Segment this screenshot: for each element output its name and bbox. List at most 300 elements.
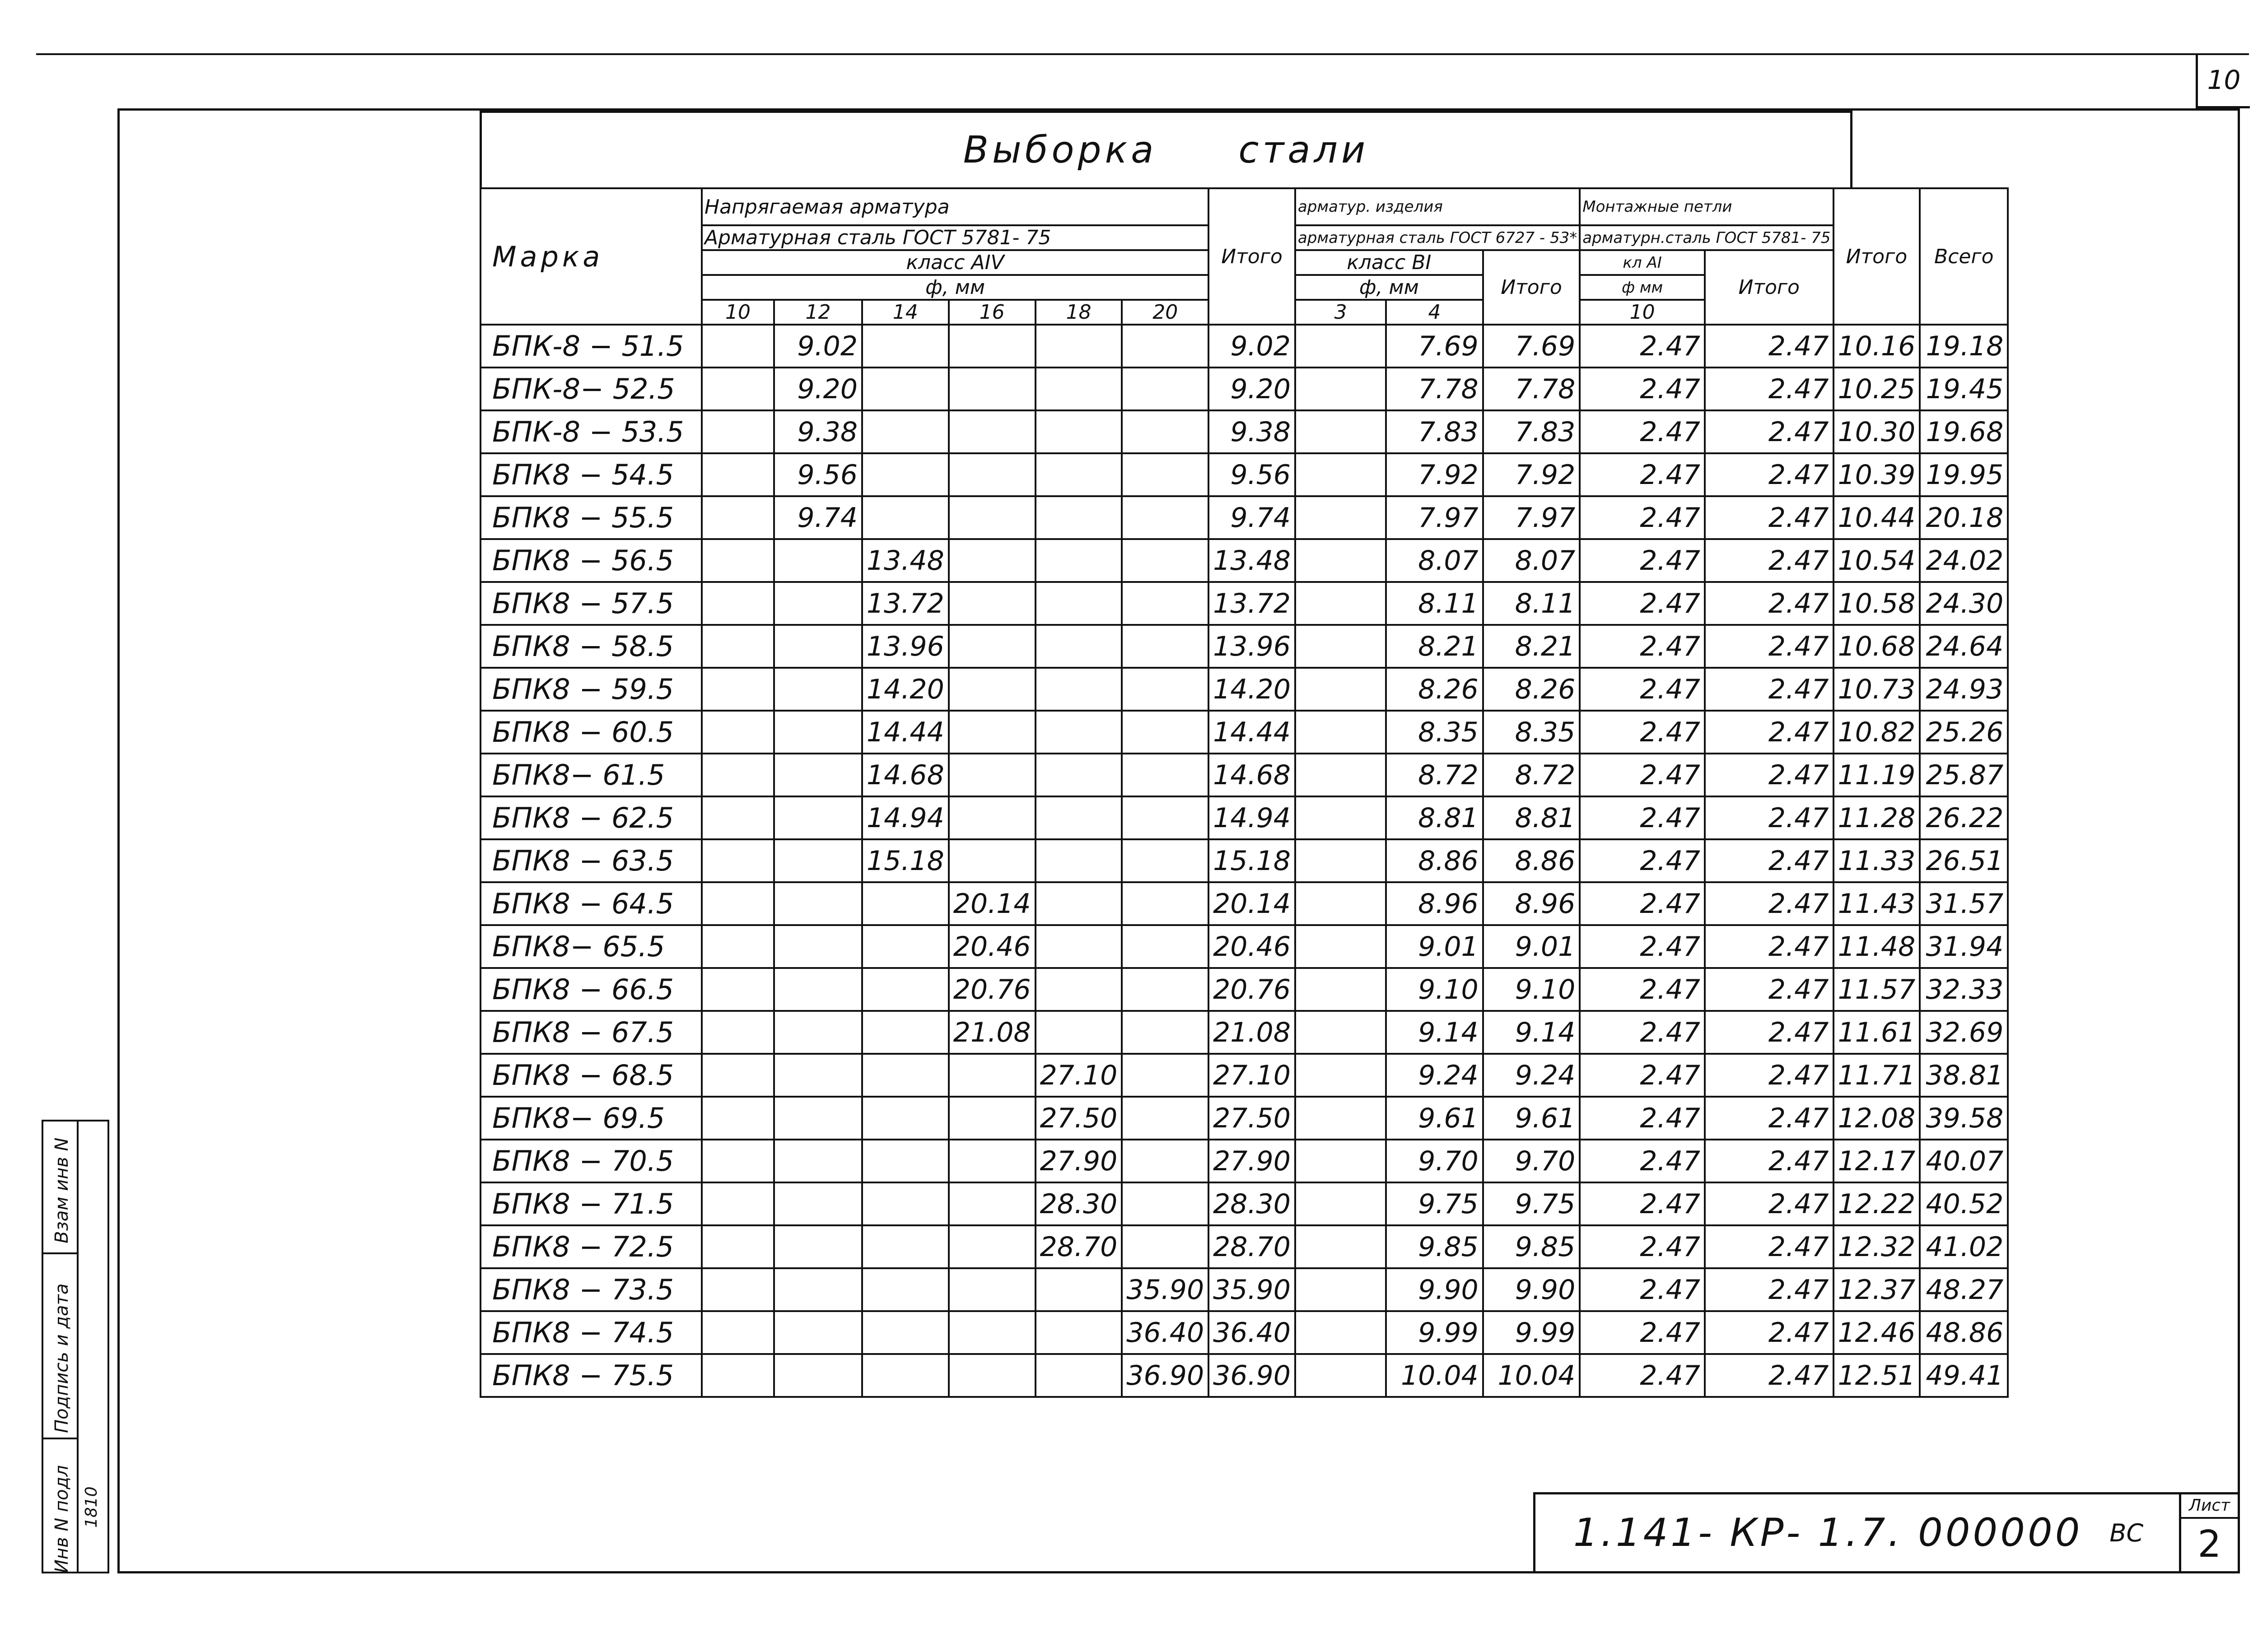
cell-sum: 10.44 (1833, 496, 1920, 539)
cell-d10 (702, 1268, 774, 1311)
cell-d12: 9.38 (774, 410, 862, 453)
table-row (481, 1011, 2008, 1054)
cell-d14 (862, 968, 949, 1011)
cell-d12 (774, 796, 862, 839)
cell-d20 (1122, 1011, 1208, 1054)
cell-d12 (774, 925, 862, 968)
cell-d18 (1036, 625, 1122, 668)
cell-btotal: 9.61 (1483, 1097, 1580, 1140)
cell-d16: 20.76 (949, 968, 1036, 1011)
cell-d18 (1036, 1268, 1122, 1311)
cell-d12 (774, 668, 862, 711)
cell-d12 (774, 582, 862, 625)
cell-d10 (702, 796, 774, 839)
cell-d18 (1036, 839, 1122, 882)
cell-d16 (949, 539, 1036, 582)
header-total-loops: Итого (1705, 250, 1833, 325)
cell-d12 (774, 1140, 862, 1182)
cell-d18 (1036, 968, 1122, 1011)
cell-d14 (862, 1182, 949, 1225)
cell-atotal: 2.47 (1705, 1054, 1833, 1097)
cell-d16 (949, 368, 1036, 410)
cell-btotal: 10.04 (1483, 1354, 1580, 1397)
header-total: Итого (1208, 188, 1295, 325)
cell-sum: 12.22 (1833, 1182, 1920, 1225)
cell-d20: 36.90 (1122, 1354, 1208, 1397)
cell-btotal: 8.21 (1483, 625, 1580, 668)
cell-all: 20.18 (1920, 496, 2008, 539)
cell-atotal: 2.47 (1705, 668, 1833, 711)
cell-d12 (774, 1011, 862, 1054)
cell-d16 (949, 325, 1036, 368)
cell-btotal: 8.96 (1483, 882, 1580, 925)
cell-all: 41.02 (1920, 1225, 2008, 1268)
cell-d16 (949, 1140, 1036, 1182)
cell-all: 31.94 (1920, 925, 2008, 968)
cell-sum: 10.73 (1833, 668, 1920, 711)
cell-sum: 11.48 (1833, 925, 1920, 968)
header-steel-gost: Арматурная сталь ГОСТ 5781- 75 (702, 225, 1208, 250)
table-row (481, 582, 2008, 625)
cell-btotal: 8.81 (1483, 796, 1580, 839)
cell-total: 9.74 (1208, 496, 1295, 539)
cell-all: 26.22 (1920, 796, 2008, 839)
cell-btotal: 7.97 (1483, 496, 1580, 539)
cell-b3 (1295, 1097, 1386, 1140)
cell-d18 (1036, 1354, 1122, 1397)
cell-a10: 2.47 (1580, 496, 1705, 539)
table-row (481, 368, 2008, 410)
cell-all: 49.41 (1920, 1354, 2008, 1397)
header-grand-total: Всего (1920, 188, 2008, 325)
header-lifting-loops: Монтажные петли (1580, 188, 1833, 225)
cell-d12 (774, 1311, 862, 1354)
cell-d10 (702, 368, 774, 410)
cell-b3 (1295, 453, 1386, 496)
cell-d10 (702, 925, 774, 968)
cell-atotal: 2.47 (1705, 1225, 1833, 1268)
cell-d16 (949, 410, 1036, 453)
cell-total: 21.08 (1208, 1011, 1295, 1054)
cell-d16 (949, 1054, 1036, 1097)
table-row (481, 1268, 2008, 1311)
cell-mark: БПК8− 65.5 (481, 925, 702, 968)
cell-b3 (1295, 1054, 1386, 1097)
cell-b4: 8.81 (1386, 796, 1483, 839)
cell-total: 9.20 (1208, 368, 1295, 410)
cell-d16 (949, 1182, 1036, 1225)
cell-sum: 10.82 (1833, 711, 1920, 754)
cell-all: 25.26 (1920, 711, 2008, 754)
header-class-a: кл АI (1580, 250, 1705, 275)
cell-d16 (949, 625, 1036, 668)
cell-d18 (1036, 796, 1122, 839)
cell-all: 24.02 (1920, 539, 2008, 582)
cell-d14 (862, 410, 949, 453)
cell-b4: 7.69 (1386, 325, 1483, 368)
cell-d12 (774, 1054, 862, 1097)
cell-d16: 20.14 (949, 882, 1036, 925)
cell-mark: БПК-8 − 53.5 (481, 410, 702, 453)
cell-b3 (1295, 711, 1386, 754)
cell-d10 (702, 1054, 774, 1097)
cell-d14: 14.20 (862, 668, 949, 711)
cell-d20: 36.40 (1122, 1311, 1208, 1354)
header-loops-steel: арматурн.сталь ГОСТ 5781- 75 (1580, 225, 1833, 250)
cell-mark: БПК-8 − 51.5 (481, 325, 702, 368)
cell-d14 (862, 1268, 949, 1311)
cell-all: 32.69 (1920, 1011, 2008, 1054)
cell-mark: БПК8 − 71.5 (481, 1182, 702, 1225)
cell-d16 (949, 754, 1036, 796)
cell-a10: 2.47 (1580, 1311, 1705, 1354)
cell-d20 (1122, 496, 1208, 539)
cell-d18: 27.90 (1036, 1140, 1122, 1182)
header-d10: 10 (702, 300, 774, 325)
cell-total: 36.90 (1208, 1354, 1295, 1397)
cell-all: 19.18 (1920, 325, 2008, 368)
cell-d14 (862, 1054, 949, 1097)
cell-all: 32.33 (1920, 968, 2008, 1011)
cell-atotal: 2.47 (1705, 410, 1833, 453)
table-row (481, 968, 2008, 1011)
cell-b3 (1295, 968, 1386, 1011)
cell-b3 (1295, 1140, 1386, 1182)
cell-d12: 9.74 (774, 496, 862, 539)
cell-total: 14.94 (1208, 796, 1295, 839)
cell-mark: БПК8 − 63.5 (481, 839, 702, 882)
cell-btotal: 9.90 (1483, 1268, 1580, 1311)
cell-d10 (702, 410, 774, 453)
cell-atotal: 2.47 (1705, 1182, 1833, 1225)
cell-btotal: 7.92 (1483, 453, 1580, 496)
cell-total: 28.70 (1208, 1225, 1295, 1268)
cell-a10: 2.47 (1580, 839, 1705, 882)
cell-a10: 2.47 (1580, 368, 1705, 410)
cell-d14: 14.94 (862, 796, 949, 839)
cell-d10 (702, 582, 774, 625)
cell-d10 (702, 1311, 774, 1354)
cell-sum: 11.61 (1833, 1011, 1920, 1054)
cell-sum: 12.46 (1833, 1311, 1920, 1354)
cell-total: 9.38 (1208, 410, 1295, 453)
cell-d18 (1036, 1311, 1122, 1354)
cell-d16: 21.08 (949, 1011, 1036, 1054)
cell-d14: 14.44 (862, 711, 949, 754)
header-b4: 4 (1386, 300, 1483, 325)
cell-sum: 11.71 (1833, 1054, 1920, 1097)
cell-d18 (1036, 754, 1122, 796)
cell-all: 19.68 (1920, 410, 2008, 453)
cell-d20 (1122, 796, 1208, 839)
cell-all: 19.95 (1920, 453, 2008, 496)
header-mark: Марка (481, 188, 702, 325)
cell-b4: 8.21 (1386, 625, 1483, 668)
cell-sum: 12.17 (1833, 1140, 1920, 1182)
table-row (481, 882, 2008, 925)
cell-atotal: 2.47 (1705, 796, 1833, 839)
cell-b3 (1295, 1268, 1386, 1311)
cell-b4: 9.01 (1386, 925, 1483, 968)
cell-d10 (702, 625, 774, 668)
cell-btotal: 9.75 (1483, 1182, 1580, 1225)
cell-b4: 8.96 (1386, 882, 1483, 925)
cell-total: 20.46 (1208, 925, 1295, 968)
cell-a10: 2.47 (1580, 582, 1705, 625)
cell-d12 (774, 711, 862, 754)
cell-mark: БПК8 − 70.5 (481, 1140, 702, 1182)
cell-b4: 9.14 (1386, 1011, 1483, 1054)
cell-d20 (1122, 839, 1208, 882)
table-row (481, 496, 2008, 539)
cell-d14 (862, 496, 949, 539)
cell-b4: 7.92 (1386, 453, 1483, 496)
header-prestressed: Напрягаемая арматура (702, 188, 1208, 225)
cell-d18 (1036, 325, 1122, 368)
cell-d16 (949, 1225, 1036, 1268)
cell-b3 (1295, 1225, 1386, 1268)
cell-d10 (702, 1354, 774, 1397)
cell-btotal: 9.01 (1483, 925, 1580, 968)
cell-b4: 8.72 (1386, 754, 1483, 796)
steel-table (480, 187, 2009, 1398)
cell-sum: 11.57 (1833, 968, 1920, 1011)
table-row (481, 1311, 2008, 1354)
cell-a10: 2.47 (1580, 1182, 1705, 1225)
cell-total: 13.96 (1208, 625, 1295, 668)
cell-d20 (1122, 582, 1208, 625)
cell-d12 (774, 1097, 862, 1140)
cell-a10: 2.47 (1580, 410, 1705, 453)
document-code: 1.141- КР- 1.7. 000000 (1573, 1510, 2083, 1555)
cell-d18 (1036, 582, 1122, 625)
cell-sum: 12.08 (1833, 1097, 1920, 1140)
table-row (481, 453, 2008, 496)
cell-mark: БПК8− 61.5 (481, 754, 702, 796)
cell-a10: 2.47 (1580, 711, 1705, 754)
cell-d14 (862, 1225, 949, 1268)
cell-sum: 10.25 (1833, 368, 1920, 410)
cell-d16 (949, 1311, 1036, 1354)
stamp-replaced-inv: Взам инв N (51, 1137, 72, 1243)
cell-d20 (1122, 754, 1208, 796)
cell-d20 (1122, 711, 1208, 754)
cell-b3 (1295, 1182, 1386, 1225)
cell-mark: БПК8 − 73.5 (481, 1268, 702, 1311)
cell-b4: 7.83 (1386, 410, 1483, 453)
cell-b3 (1295, 668, 1386, 711)
cell-mark: БПК8 − 67.5 (481, 1011, 702, 1054)
cell-all: 40.52 (1920, 1182, 2008, 1225)
cell-d14 (862, 1097, 949, 1140)
cell-d18 (1036, 1011, 1122, 1054)
cell-mark: БПК8 − 56.5 (481, 539, 702, 582)
cell-d20 (1122, 882, 1208, 925)
cell-b3 (1295, 625, 1386, 668)
cell-btotal: 9.14 (1483, 1011, 1580, 1054)
cell-b4: 9.75 (1386, 1182, 1483, 1225)
cell-total: 13.48 (1208, 539, 1295, 582)
cell-b3 (1295, 410, 1386, 453)
cell-sum: 12.37 (1833, 1268, 1920, 1311)
cell-total: 14.44 (1208, 711, 1295, 754)
table-title (480, 111, 1852, 187)
cell-d14 (862, 325, 949, 368)
cell-btotal: 9.85 (1483, 1225, 1580, 1268)
cell-d10 (702, 325, 774, 368)
cell-d20 (1122, 368, 1208, 410)
cell-b3 (1295, 882, 1386, 925)
cell-b4: 9.70 (1386, 1140, 1483, 1182)
cell-mark: БПК-8− 52.5 (481, 368, 702, 410)
cell-sum: 10.39 (1833, 453, 1920, 496)
cell-mark: БПК8 − 57.5 (481, 582, 702, 625)
title-block (1533, 1492, 2240, 1573)
cell-d14 (862, 368, 949, 410)
header-diam-a: ф мм (1580, 275, 1705, 300)
cell-atotal: 2.47 (1705, 968, 1833, 1011)
cell-atotal: 2.47 (1705, 368, 1833, 410)
cell-d20 (1122, 539, 1208, 582)
cell-b4: 9.85 (1386, 1225, 1483, 1268)
cell-sum: 11.19 (1833, 754, 1920, 796)
cell-d12 (774, 754, 862, 796)
stamp-separator (43, 1252, 79, 1254)
cell-d20 (1122, 668, 1208, 711)
cell-d12 (774, 1354, 862, 1397)
stamp-inv-value: 1810 (82, 1486, 101, 1528)
cell-b4: 8.07 (1386, 539, 1483, 582)
cell-all: 24.64 (1920, 625, 2008, 668)
table-row (481, 1140, 2008, 1182)
cell-d18: 27.10 (1036, 1054, 1122, 1097)
table-row (481, 1054, 2008, 1097)
cell-atotal: 2.47 (1705, 1311, 1833, 1354)
cell-a10: 2.47 (1580, 1354, 1705, 1397)
header-diam-b: ф, мм (1295, 275, 1483, 300)
cell-btotal: 8.35 (1483, 711, 1580, 754)
table-body (481, 325, 2008, 1397)
cell-d10 (702, 496, 774, 539)
cell-total: 14.20 (1208, 668, 1295, 711)
cell-btotal: 7.78 (1483, 368, 1580, 410)
cell-d10 (702, 968, 774, 1011)
cell-all: 19.45 (1920, 368, 2008, 410)
header-products-steel: арматурная сталь ГОСТ 6727 - 53* (1295, 225, 1580, 250)
cell-b4: 9.24 (1386, 1054, 1483, 1097)
header-class: класс АIV (702, 250, 1208, 275)
table-row (481, 625, 2008, 668)
cell-btotal: 9.10 (1483, 968, 1580, 1011)
cell-d18 (1036, 882, 1122, 925)
header-d16: 16 (949, 300, 1036, 325)
cell-d18 (1036, 711, 1122, 754)
cell-atotal: 2.47 (1705, 625, 1833, 668)
cell-mark: БПК8 − 58.5 (481, 625, 702, 668)
cell-a10: 2.47 (1580, 1268, 1705, 1311)
cell-d10 (702, 1182, 774, 1225)
cell-mark: БПК8 − 54.5 (481, 453, 702, 496)
table-row (481, 925, 2008, 968)
cell-d14: 13.48 (862, 539, 949, 582)
cell-all: 25.87 (1920, 754, 2008, 796)
cell-a10: 2.47 (1580, 796, 1705, 839)
cell-mark: БПК8 − 64.5 (481, 882, 702, 925)
cell-b3 (1295, 754, 1386, 796)
cell-total: 28.30 (1208, 1182, 1295, 1225)
cell-d10 (702, 1140, 774, 1182)
cell-d14 (862, 882, 949, 925)
table-row (481, 1225, 2008, 1268)
cell-mark: БПК8 − 55.5 (481, 496, 702, 539)
cell-btotal: 8.07 (1483, 539, 1580, 582)
cell-d10 (702, 453, 774, 496)
cell-d10 (702, 754, 774, 796)
cell-d16 (949, 796, 1036, 839)
cell-d18 (1036, 368, 1122, 410)
cell-a10: 2.47 (1580, 325, 1705, 368)
cell-atotal: 2.47 (1705, 496, 1833, 539)
sheet-label: Лист (2181, 1494, 2238, 1519)
stamp-separator (43, 1438, 79, 1439)
cell-d18: 27.50 (1036, 1097, 1122, 1140)
cell-d20 (1122, 925, 1208, 968)
cell-total: 27.10 (1208, 1054, 1295, 1097)
cell-d16 (949, 668, 1036, 711)
cell-mark: БПК8 − 75.5 (481, 1354, 702, 1397)
cell-d10 (702, 711, 774, 754)
cell-b4: 7.78 (1386, 368, 1483, 410)
cell-b3 (1295, 1311, 1386, 1354)
cell-d10 (702, 1225, 774, 1268)
cell-all: 26.51 (1920, 839, 2008, 882)
header-d20: 20 (1122, 300, 1208, 325)
cell-a10: 2.47 (1580, 453, 1705, 496)
cell-atotal: 2.47 (1705, 453, 1833, 496)
header-diam: ф, мм (702, 275, 1208, 300)
cell-all: 24.93 (1920, 668, 2008, 711)
cell-all: 40.07 (1920, 1140, 2008, 1182)
cell-b4: 9.99 (1386, 1311, 1483, 1354)
cell-atotal: 2.47 (1705, 1268, 1833, 1311)
cell-d12: 9.20 (774, 368, 862, 410)
cell-total: 9.56 (1208, 453, 1295, 496)
cell-atotal: 2.47 (1705, 1140, 1833, 1182)
cell-btotal: 7.83 (1483, 410, 1580, 453)
cell-sum: 10.68 (1833, 625, 1920, 668)
table-row (481, 668, 2008, 711)
cell-b4: 9.90 (1386, 1268, 1483, 1311)
cell-b4: 8.11 (1386, 582, 1483, 625)
table-title-word-1: Выборка (963, 129, 1157, 172)
table-row (481, 325, 2008, 368)
cell-total: 36.40 (1208, 1311, 1295, 1354)
document-code-box (1535, 1494, 2181, 1571)
cell-all: 39.58 (1920, 1097, 2008, 1140)
cell-a10: 2.47 (1580, 625, 1705, 668)
cell-a10: 2.47 (1580, 539, 1705, 582)
cell-total: 27.50 (1208, 1097, 1295, 1140)
cell-b4: 10.04 (1386, 1354, 1483, 1397)
cell-d18: 28.30 (1036, 1182, 1122, 1225)
cell-d14: 13.96 (862, 625, 949, 668)
header-b3: 3 (1295, 300, 1386, 325)
cell-mark: БПК8 − 72.5 (481, 1225, 702, 1268)
cell-a10: 2.47 (1580, 1097, 1705, 1140)
cell-d20 (1122, 1054, 1208, 1097)
table-row (481, 1182, 2008, 1225)
cell-d20: 35.90 (1122, 1268, 1208, 1311)
